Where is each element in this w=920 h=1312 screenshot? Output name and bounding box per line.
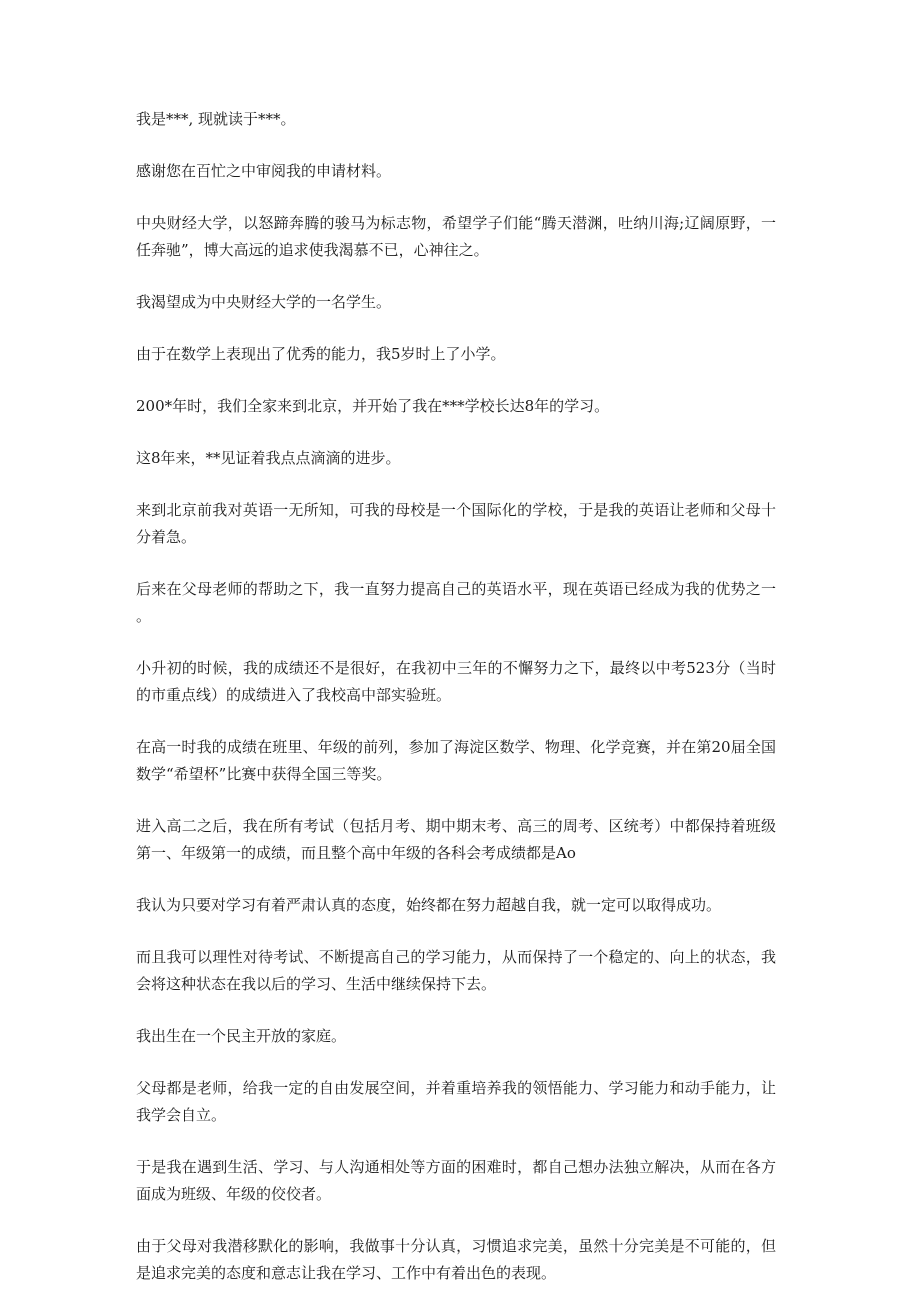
document-body bbox=[136, 106, 776, 1312]
paragraph-15: 我出生在一个民主开放的家庭。 bbox=[136, 1027, 347, 1045]
paragraph-12: 进入高二之后，我在所有考试（包括月考、期中期末考、高三的周考、区统考）中都保持着班级第一、年级第一的成绩，而且整个高中年级的各科会考成绩都是Ao bbox=[136, 817, 776, 862]
paragraph-11: 在高一时我的成绩在班里、年级的前列，参加了海淀区数学、物理、化学竞赛，并在第20届全国数学“希望杯”比赛中获得全国三等奖。 bbox=[136, 738, 776, 783]
paragraph-3: 中央财经大学，以怒蹄奔腾的骏马为标志物，希望学子们能“腾天潜渊，吐纳川海;辽阔原野，一任奔驰”，博大高远的追求使我渴慕不已，心神往之。 bbox=[136, 214, 776, 259]
paragraph-18: 由于父母对我潜移默化的影响，我做事十分认真，习惯追求完美，虽然十分完美是不可能的，但是追求完美的态度和意志让我在学习、工作中有着出色的表现。 bbox=[136, 1237, 776, 1282]
paragraph-5: 由于在数学上表现出了优秀的能力，我5岁时上了小学。 bbox=[136, 345, 506, 363]
paragraph-2: 感谢您在百忙之中审阅我的申请材料。 bbox=[136, 162, 392, 180]
paragraph-4: 我渴望成为中央财经大学的一名学生。 bbox=[136, 293, 392, 311]
paragraph-7: 这8年来，**见证着我点点滴滴的进步。 bbox=[136, 449, 401, 467]
paragraph-6: 200*年时，我们全家来到北京，并开始了我在***学校长达8年的学习。 bbox=[136, 397, 610, 415]
paragraph-8: 来到北京前我对英语一无所知，可我的母校是一个国际化的学校，于是我的英语让老师和父母十分着急。 bbox=[136, 501, 776, 546]
paragraph-10: 小升初的时候，我的成绩还不是很好，在我初中三年的不懈努力之下，最终以中考523分（当时的市重点线）的成绩进入了我校高中部实验班。 bbox=[136, 659, 776, 704]
paragraph-9: 后来在父母老师的帮助之下，我一直努力提高自己的英语水平，现在英语已经成为我的优势之一。 bbox=[136, 580, 776, 625]
paragraph-13: 我认为只要对学习有着严肃认真的态度，始终都在努力超越自我，就一定可以取得成功。 bbox=[136, 896, 722, 914]
paragraph-17: 于是我在遇到生活、学习、与人沟通相处等方面的困难时，都自己想办法独立解决，从而在各方面成为班级、年级的佼佼者。 bbox=[136, 1158, 776, 1203]
paragraph-14: 而且我可以理性对待考试、不断提高自己的学习能力，从而保持了一个稳定的、向上的状态，我会将这种状态在我以后的学习、生活中继续保持下去。 bbox=[136, 948, 776, 993]
paragraph-16: 父母都是老师，给我一定的自由发展空间，并着重培养我的领悟能力、学习能力和动手能力，让我学会自立。 bbox=[136, 1079, 776, 1124]
paragraph-1: 我是***, 现就读于***。 bbox=[136, 110, 296, 128]
